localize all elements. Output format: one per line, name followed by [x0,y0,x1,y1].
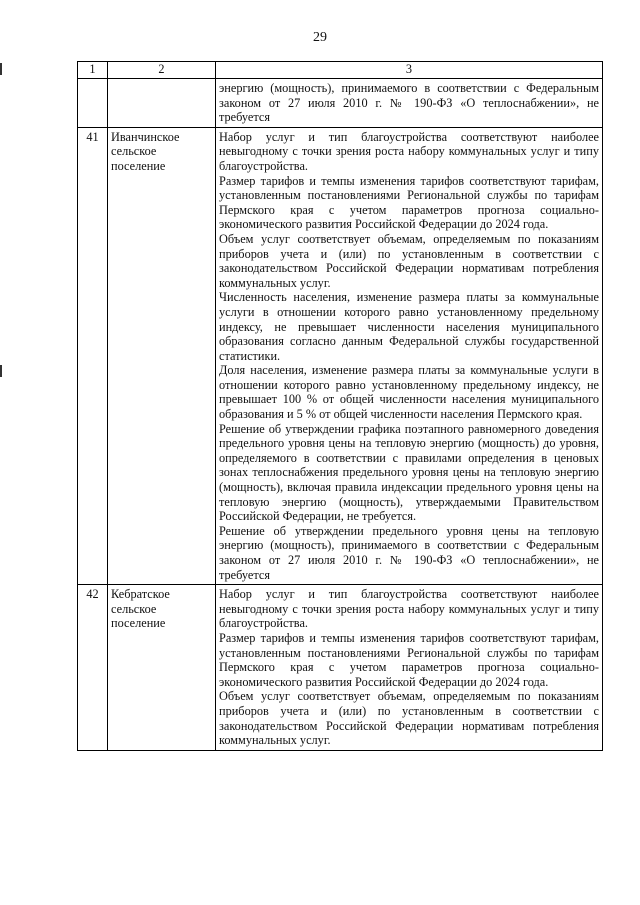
paragraph: Численность населения, изменение размера платы за коммунальные услуги в отношении которого равно установленному предельному индексу, не превышает численности населения муниципального образования согласно данным Федеральной службы государственной статистики. [219,290,599,363]
margin-mark-bottom [0,365,2,377]
paragraph: Объем услуг соответствует объемам, определяемым по показаниям приборов учета и (или) по установленным в соответствии с законодательством Российской Федерации нормативам потребления коммунальных услуг. [219,689,599,748]
paragraph: Набор услуг и тип благоустройства соответствуют наиболее невыгодному с точки зрения роста набору коммунальных услуг и типу благоустройства. [219,587,599,631]
paragraph: Размер тарифов и темпы изменения тарифов соответствуют тарифам, установленным постановлениями Региональной службы по тарифам Пермского края с учетом параметров прогноза социально-экономического развития Российской Федерации до 2024 года. [219,173,599,232]
table-row-42 [78,585,603,751]
municipal-table [77,61,603,751]
row-number: 42 [78,585,108,751]
header-col-1: 1 [78,62,108,79]
paragraph: Размер тарифов и темпы изменения тарифов соответствуют тарифам, установленным постановлениями Региональной службы по тарифам Пермского края с учетом параметров прогноза социально-экономического развития Российской Федерации до 2024 года. [219,630,599,689]
page-number: 29 [313,30,327,45]
margin-mark-top [0,63,2,75]
settlement-name: Кебратское сельское поселение [108,585,216,751]
paragraph: Объем услуг соответствует объемам, определяемым по показаниям приборов учета и (или) по установленным в соответствии с законодательством Российской Федерации нормативам потребления коммунальных услуг. [219,231,599,290]
continuation-row [78,79,603,128]
continuation-number-cell [78,79,108,128]
header-row [78,62,603,79]
row-number: 41 [78,127,108,584]
header-col-3: 3 [216,62,603,79]
paragraph: Доля населения, изменение размера платы за коммунальные услуги в отношении которого равно установленному предельному индексу, не превышает 100 % от общей численности населения муниципального образования и 5 % от общей численности населения Пермского края. [219,363,599,422]
continuation-name-cell [108,79,216,128]
continuation-content-cell [216,79,603,128]
settlement-name: Иванчинское сельское поселение [108,127,216,584]
header-col-2: 2 [108,62,216,79]
continuation-paragraph: энергию (мощность), принимаемого в соответствии с Федеральным законом от 27 июля 2010 г. № 190-ФЗ «О теплоснабжении», не требуется [219,81,599,125]
paragraph: Набор услуг и тип благоустройства соответствуют наиболее невыгодному с точки зрения роста набору коммунальных услуг и типу благоустройства. [219,129,599,173]
conditions-cell [216,127,603,584]
paragraph: Решение об утверждении графика поэтапного равномерного доведения предельного уровня цены на тепловую энергию (мощность) до уровня, определяемого в соответствии с правилами определения в ценовых зонах теплоснабжения предельного уровня цены на тепловую энергию (мощность), включая правила индексации предельного уровня цены на тепловую энергию (мощность), утверждаемыми Правительством Российской Федерации, не требуется. [219,421,599,524]
paragraph: Решение об утверждении предельного уровня цены на тепловую энергию (мощность), принимаемого в соответствии с Федеральным законом от 27 июля 2010 г. № 190-ФЗ «О теплоснабжении», не требуется [219,523,599,582]
table-row-41 [78,127,603,584]
conditions-cell [216,585,603,751]
